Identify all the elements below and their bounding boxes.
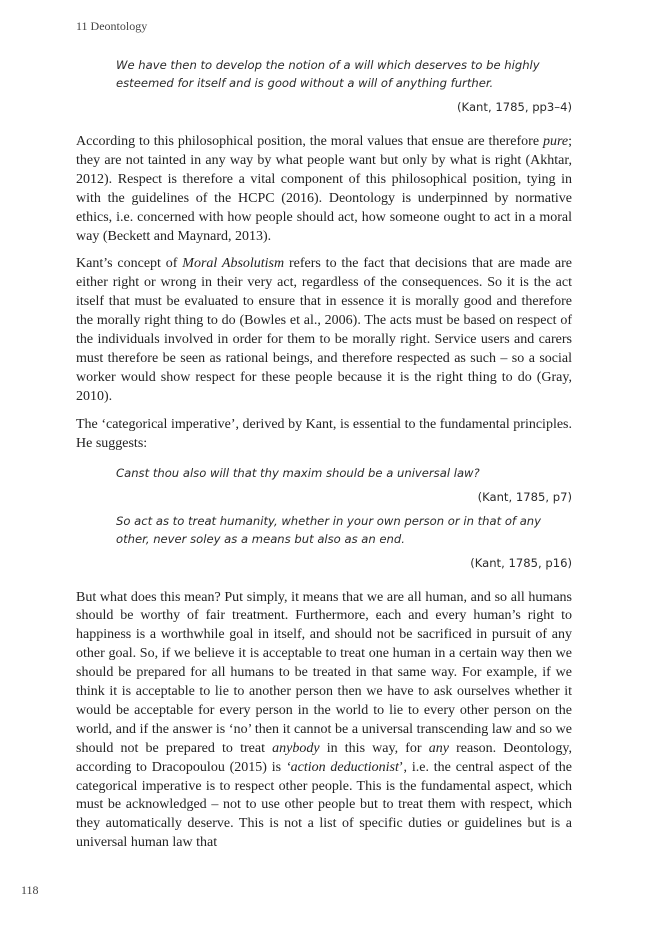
emphasis-text: ‘action deductionist [285, 759, 399, 775]
running-head: 11 Deontology [76, 19, 148, 33]
quote-citation: (Kant, 1785, pp3–4) [457, 100, 572, 114]
emphasis-text: Moral Absolutism [182, 256, 285, 272]
block-quote-maxim: Canst thou also will that thy maxim should be a universal law? [116, 465, 480, 480]
emphasis-text: any [428, 740, 449, 756]
paragraph-explanation: But what does this mean? Put simply, it means that we are all human, and so all humans should be worthy of fair treatment. Furthermore, each and every human’s right to happiness is a worthwhile goal in itself, and should not be sacrificed in pursuit of any other goal. So, if we believe it is acceptable to treat one human in a certain way then we should be prepared for all humans to be treated in that same way. For example, if we think it is acceptable to lie to another person then we have to ask ourselves whether it would be acceptable for every person in the world to lie to every other person on the world, and if the answer is ‘no’ then it cannot be a universal transcending law and so we should not be prepared to treat anybody in this way, for any reason. Deontology, according to Dracopoulou (2015) is ‘action deductionist’, i.e. the central aspect of the categorical imperative is to respect other people. This is the fundamental aspect, which must be acknowledged – not to use other people but to treat them with respect, which they automatically deserve. This is not a list of specific duties or guidelines but is a universal human law that [76, 589, 573, 851]
paragraph-moral-absolutism: Kant’s concept of Moral Absolutism refers to the fact that decisions that are made are either right or wrong in their very act, regardless of the consequences. So it is the act itself that must be evaluated to ensure that in essence it is morally good and therefore the morally right thing to do (Bowles et al., 2006). The acts must be based on respect of the individuals involved in order for them to be morally right. Service users and carers must therefore be seen as rational beings, and therefore respected as such – so a social worker would show respect for these people because it is the right thing to do (Gray, 2010). [76, 256, 573, 404]
page-body [76, 56, 572, 853]
quote-citation: (Kant, 1785, p16) [470, 555, 572, 570]
quote-citation: (Kant, 1785, p7) [477, 489, 572, 504]
emphasis-text: anybody [272, 740, 320, 756]
paragraph-categorical-imperative: The ‘categorical imperative’, derived by Kant, is essential to the fundamental principles. He suggests: [76, 416, 572, 451]
paragraph-pure-values: According to this philosophical position, the moral values that ensue are therefore pure; they are not tainted in any way by what people want but only by what is right (Akhtar, 2012). Respect is therefore a vital component of this philosophical position, tying in with the guidelines of the HCPC (2016). Deontology is underpinned by normative ethics, i.e. concerned with how people should act, how someone ought to act in a moral way (Beckett and Maynard, 2013). [76, 134, 572, 244]
block-quote-humanity: So act as to treat humanity, whether in your own person or in that of any other, never soley as a means but also as an end. [116, 513, 542, 546]
emphasis-text: pure [542, 134, 569, 149]
page-number: 118 [21, 883, 39, 897]
block-quote-will: We have then to develop the notion of a will which deserves to be highly esteemed for itself and is good without a will of anything further. [116, 58, 540, 90]
